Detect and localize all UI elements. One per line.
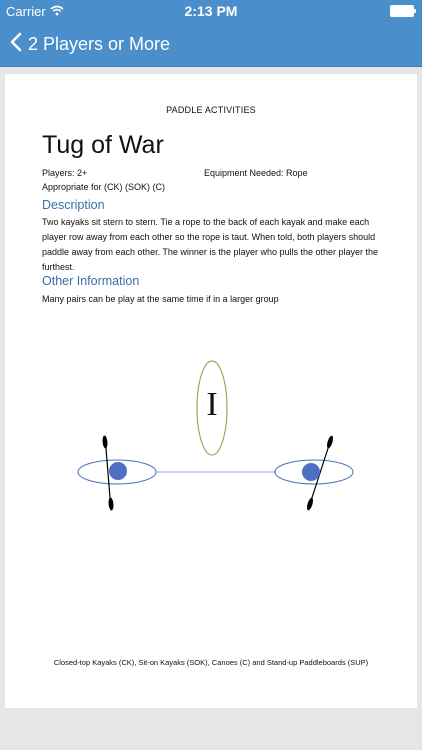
players-info: Players: 2+	[42, 168, 88, 178]
appropriate-for-info: Appropriate for (CK) (SOK) (C)	[42, 182, 166, 192]
craft-abbreviations-note: Closed-top Kayaks (CK), Sit-on Kayaks (SOK), Canoes (C) and Stand-up Paddleboards (SUP)	[53, 658, 369, 667]
other-information-heading: Other Information	[42, 274, 140, 288]
document-header: PADDLE ACTIVITIES	[166, 105, 256, 115]
status-bar	[0, 0, 422, 22]
status-right	[390, 5, 414, 17]
other-information-text: Many pairs can be play at the same time if in a larger group	[42, 294, 279, 304]
equipment-info: Equipment Needed: Rope	[204, 168, 308, 178]
navigation-bar	[0, 22, 422, 67]
chevron-left-icon	[10, 32, 22, 57]
carrier-label: Carrier	[6, 4, 46, 19]
status-time: 2:13 PM	[184, 3, 238, 19]
description-heading: Description	[42, 198, 105, 212]
document-page	[5, 74, 417, 708]
description-text: Two kayaks sit stern to stern. Tie a rope to the back of each kayak and make each player row away from each other so the rope is taut. When told, both players should paddle away from each other. The winner is the player who pulls the other player the furthest.	[42, 217, 379, 272]
right-kayak-seat	[302, 463, 320, 481]
back-button-label: 2 Players or More	[28, 34, 171, 54]
left-kayak	[78, 435, 156, 510]
activity-title: Tug of War	[42, 131, 164, 159]
tug-of-war-diagram	[5, 344, 417, 524]
right-kayak	[275, 435, 353, 511]
left-kayak-seat	[109, 462, 127, 480]
back-button[interactable]	[10, 28, 170, 60]
start-marker-label: I	[206, 385, 218, 423]
battery-icon	[390, 5, 414, 17]
